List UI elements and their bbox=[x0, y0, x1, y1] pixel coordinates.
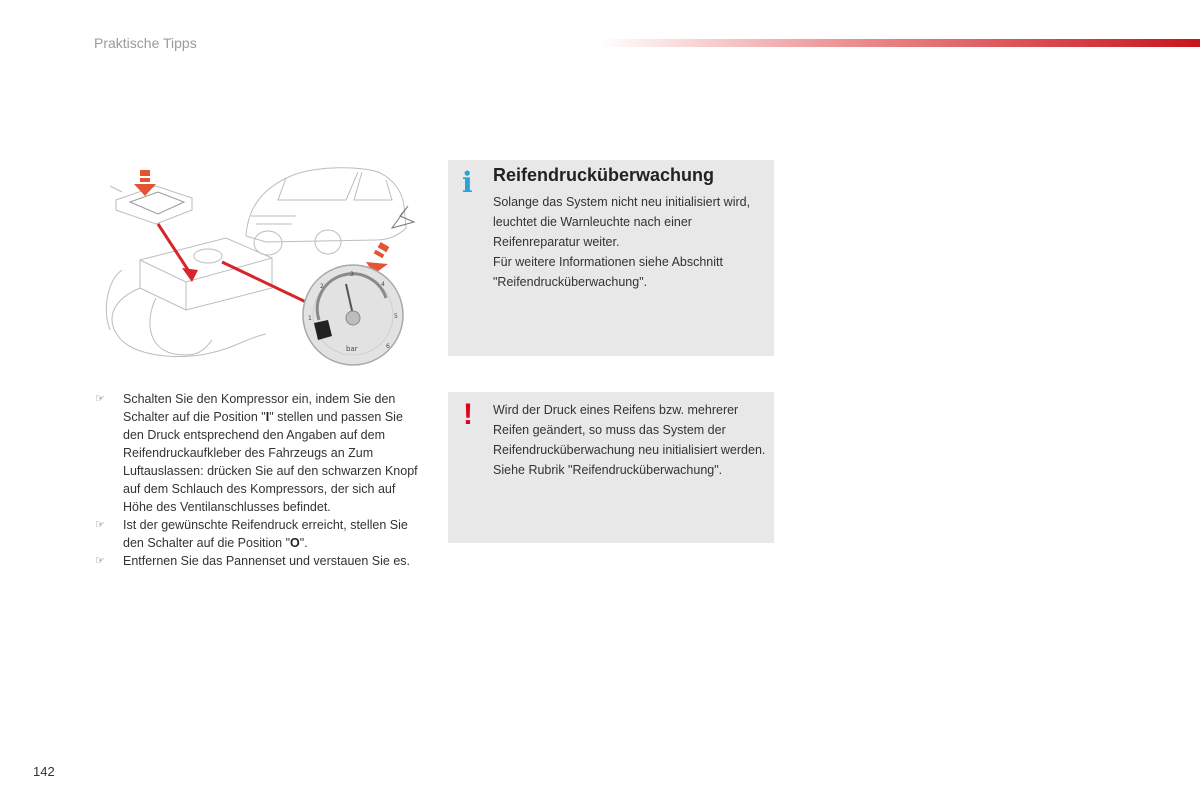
pointing-hand-icon: ☞ bbox=[95, 393, 105, 405]
warning-box bbox=[448, 392, 774, 543]
gauge-tick: 3 bbox=[350, 271, 354, 278]
pointing-hand-icon: ☞ bbox=[95, 519, 105, 531]
instruction-step: ☞ Schalten Sie den Kompressor ein, indem Sie den Schalter auf die Position "I" stellen und passen Sie den Druck entsprechend den Angaben auf dem Reifendruckaufkleber des Fahrzeugs an Zum Luftauslassen: drücken Sie auf den schwarzen Knopf auf dem Schlauch des Kompressors, der sich auf Höhe des Ventilanschlusses befindet. bbox=[95, 392, 418, 514]
info-box bbox=[448, 160, 774, 356]
gauge-tick: 4 bbox=[381, 281, 385, 288]
header-accent-bar bbox=[600, 39, 1200, 47]
pointing-hand-icon: ☞ bbox=[95, 555, 105, 567]
info-box-title: Reifendrucküberwachung bbox=[493, 165, 715, 185]
gauge-tick: 5 bbox=[394, 313, 398, 320]
gauge-tick: 1 bbox=[308, 315, 312, 322]
instruction-list bbox=[95, 390, 425, 570]
info-box-text: Solange das System nicht neu initialisiert wird, leuchtet die Warnleuchte nach einer Reifenreparatur weiter. Für weitere Informationen siehe Abschnitt "Reifendrucküberwachung". bbox=[493, 195, 751, 289]
warning-box-text: Wird der Druck eines Reifens bzw. mehrerer Reifen geändert, so muss das System der Reifendrucküberwachung neu initialisiert werden. Siehe Rubrik "Reifendrucküberwachung". bbox=[493, 403, 766, 477]
gauge-tick: 2 bbox=[320, 283, 324, 290]
gauge-tick: 6 bbox=[386, 343, 390, 350]
page-number: 142 bbox=[33, 764, 55, 779]
info-icon: i bbox=[462, 166, 473, 199]
section-title: Praktische Tipps bbox=[94, 35, 197, 51]
instruction-step: ☞ Ist der gewünschte Reifendruck erreicht, stellen Sie den Schalter auf die Position "O". bbox=[95, 518, 408, 550]
gauge-unit-label: bar bbox=[346, 345, 358, 353]
instruction-step: ☞ Entfernen Sie das Pannenset und verstauen Sie es. bbox=[95, 554, 410, 568]
warning-icon: ! bbox=[463, 398, 473, 431]
compressor-illustration bbox=[96, 158, 426, 373]
